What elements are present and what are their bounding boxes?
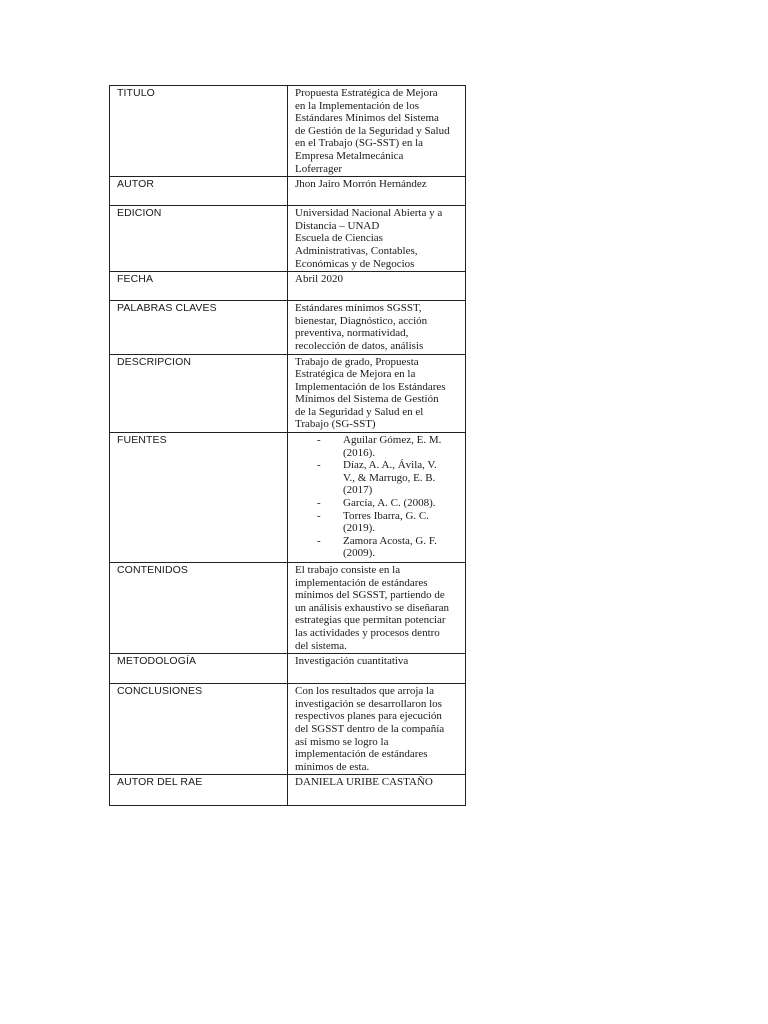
label-palabras-claves: PALABRAS CLAVES [110, 301, 288, 354]
value-line: DANIELA URIBE CASTAÑO [295, 776, 433, 789]
value-line: Empresa Metalmecánica [295, 149, 404, 162]
value-autor-del-rae [288, 775, 466, 806]
label-metodologia: METODOLOGÍA [110, 654, 288, 684]
value-metodologia [288, 654, 466, 684]
source-line: - García, A. C. (2008). [343, 497, 436, 510]
value-line: Administrativas, Contables, [295, 244, 418, 257]
fuentes-list [295, 434, 459, 560]
value-line: implementación de estándares [295, 576, 428, 589]
value-autor [288, 177, 466, 206]
row-fuentes [110, 433, 466, 563]
source-line: - Torres Ibarra, G. C. [343, 509, 429, 522]
label-contenidos: CONTENIDOS [110, 563, 288, 654]
value-line: Con los resultados que arroja la [295, 685, 434, 698]
value-line: Investigación cuantitativa [295, 655, 409, 668]
value-line: Estratégica de Mejora en la [295, 368, 416, 381]
value-descripcion [288, 354, 466, 433]
label-fuentes: FUENTES [110, 433, 288, 563]
row-contenidos [110, 563, 466, 654]
value-line: Distancia – UNAD [295, 219, 380, 232]
value-fuentes [288, 433, 466, 563]
source-line: - Díaz, A. A., Ávila, V. [343, 459, 437, 472]
value-line: bienestar, Diagnóstico, acción [295, 314, 428, 327]
row-autor [110, 177, 466, 206]
row-titulo [110, 86, 466, 177]
row-palabras-claves [110, 301, 466, 354]
source-line: (2017) [343, 484, 373, 497]
value-fecha [288, 272, 466, 301]
value-line: de Gestión de la Seguridad y Salud [295, 124, 450, 137]
value-line: respectivos planes para ejecución [295, 710, 442, 723]
rae-summary-table [109, 85, 466, 806]
label-edicion: EDICION [110, 206, 288, 272]
row-conclusiones [110, 684, 466, 775]
source-line: (2016). [343, 446, 376, 459]
value-line: en la Implementación de los [295, 99, 420, 112]
value-line: del SGSST dentro de la compañía [295, 723, 445, 735]
value-line: Estándares mínimos SGSST, [295, 302, 422, 315]
value-line: Loferrager [295, 162, 343, 175]
list-item [317, 535, 459, 560]
source-line: V., & Marrugo, E. B. [343, 471, 436, 484]
list-item [317, 497, 459, 510]
value-contenidos [288, 563, 466, 654]
value-line: en el Trabajo (SG-SST) en la [295, 137, 424, 150]
row-edicion [110, 206, 466, 272]
value-line: Trabajo (SG-SST) [295, 418, 376, 431]
row-fecha [110, 272, 466, 301]
value-line: investigación se desarrollaron los [295, 697, 442, 710]
value-line: mínimos de esta. [295, 760, 370, 773]
value-line: de la Seguridad y Salud en el [295, 405, 424, 418]
label-titulo: TITULO [110, 86, 288, 177]
value-palabras-claves [288, 301, 466, 354]
source-line: (2009). [343, 547, 376, 560]
source-line: - Aguilar Gómez, E. M. [343, 434, 442, 447]
value-line: El trabajo consiste en la [295, 564, 401, 577]
label-autor: AUTOR [110, 177, 288, 206]
list-item [317, 510, 459, 535]
source-line: - Zamora Acosta, G. F. [343, 534, 437, 547]
value-line: estrategias que permitan potenciar [295, 614, 446, 627]
label-conclusiones: CONCLUSIONES [110, 684, 288, 775]
row-descripcion [110, 354, 466, 433]
list-item [317, 459, 459, 497]
value-line: Estándares Mínimos del Sistema [295, 112, 439, 125]
value-line: mínimos del SGSST, partiendo de [295, 589, 445, 602]
value-line: recolección de datos, análisis [295, 339, 424, 352]
label-descripcion: DESCRIPCION [110, 354, 288, 433]
list-item [317, 434, 459, 459]
value-titulo [288, 86, 466, 177]
value-line: Escuela de Ciencias [295, 232, 383, 245]
label-fecha: FECHA [110, 272, 288, 301]
value-line: del sistema. [295, 639, 347, 652]
row-metodologia [110, 654, 466, 684]
value-line: Jhon Jairo Morrón Hernández [295, 178, 427, 191]
value-line: Mínimos del Sistema de Gestión [295, 393, 439, 406]
value-edicion [288, 206, 466, 272]
source-line: (2019). [343, 522, 376, 535]
value-line: Económicas y de Negocios [295, 257, 415, 270]
value-line: Propuesta Estratégica de Mejora [295, 87, 438, 99]
value-line: así mismo se logro la [295, 735, 389, 748]
value-conclusiones [288, 684, 466, 775]
label-autor-del-rae: AUTOR DEL RAE [110, 775, 288, 806]
value-line: preventiva, normatividad, [295, 327, 409, 340]
value-line: Abril 2020 [295, 273, 343, 286]
value-line: Universidad Nacional Abierta y a [295, 207, 443, 220]
value-line: implementación de estándares [295, 748, 428, 761]
value-line: Implementación de los Estándares [295, 380, 446, 393]
row-autor-del-rae [110, 775, 466, 806]
value-line: un análisis exhaustivo se diseñaran [295, 601, 449, 614]
value-line: Trabajo de grado, Propuesta [295, 355, 419, 368]
value-line: las actividades y procesos dentro [295, 627, 440, 640]
